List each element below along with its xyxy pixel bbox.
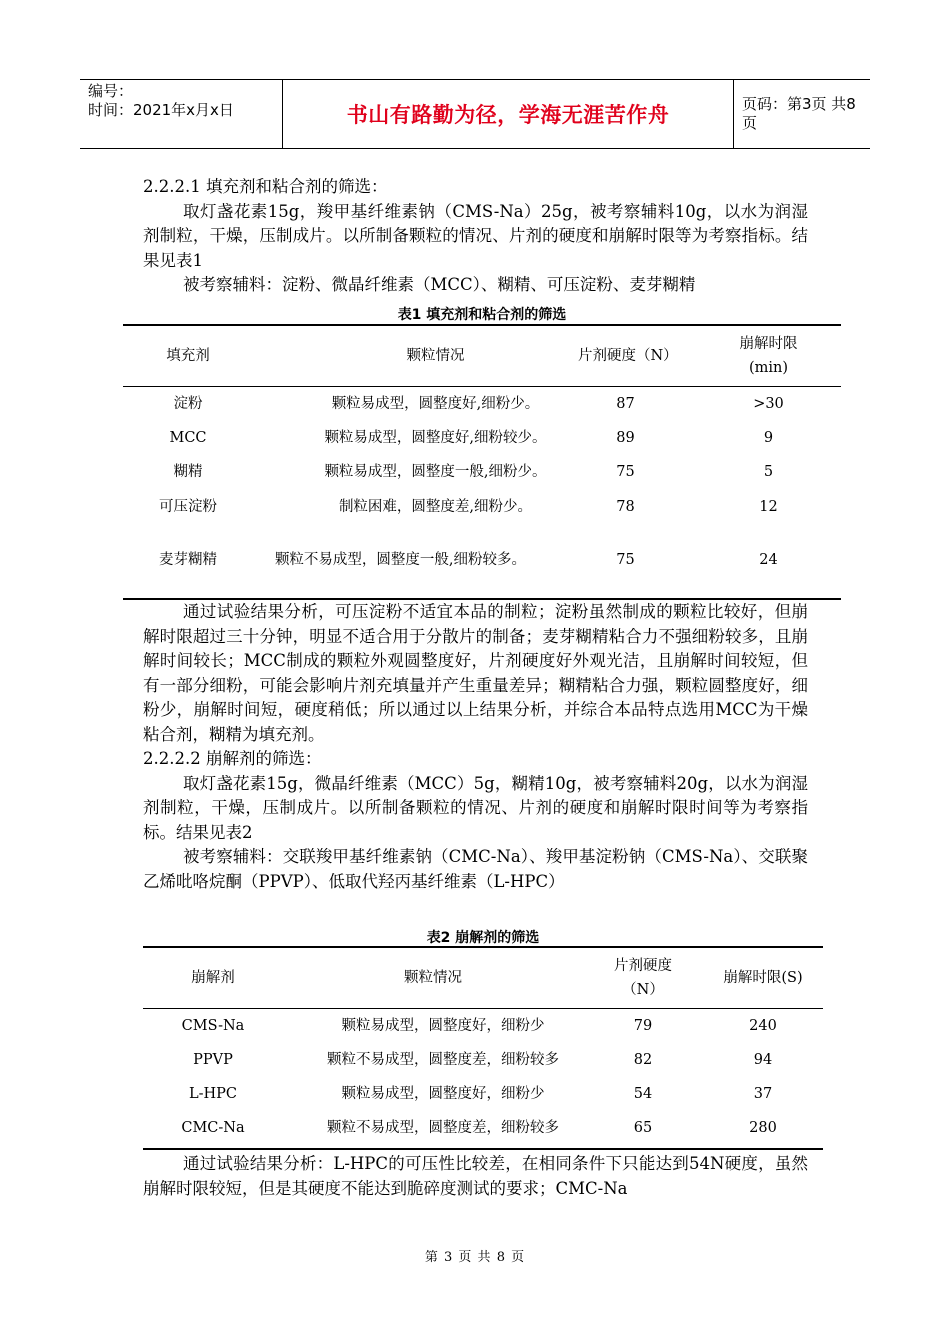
section1-para2: 被考察辅料：淀粉、微晶纤维素（MCC）、糊精、可压淀粉、麦芽糊精 xyxy=(183,275,696,294)
table1-header-cell: 崩解时限(min) xyxy=(739,336,798,376)
table-cell: 颗粒不易成型，圆整度差，细粉较多 xyxy=(327,1120,559,1136)
table-cell: 75 xyxy=(616,552,635,568)
table-cell: 79 xyxy=(633,1018,653,1034)
analysis1-paragraph: 通过试验结果分析，可压淀粉不适宜本品的制粒；淀粉虽然制成的颗粒比较好，但崩解时限超过三十分钟，明显不适合用于分散片的制备；麦芽糊精粘合力不强细粉较多，且崩解时间较长；MCC制成的颗粒外观圆整度好，片剂硬度好外观光洁，且崩解时间较短，但有一部分细粉，可能会影响片剂充填量并产生重量差异；糊精粘合力强，颗粒圆整度好，细粉少，崩解时间短，硬度稍低；所以通过以上结果分析，并综合本品特点选用MCC为干燥粘合剂，糊精为填充剂。 xyxy=(143,602,808,744)
table-cell: >30 xyxy=(753,396,784,412)
table-row xyxy=(143,1009,823,1043)
section2-heading: 2.2.2.2 崩解剂的筛选： xyxy=(143,749,322,768)
section1-para1: 取灯盏花素15g，羧甲基纤维素钠（CMS-Na）25g，被考察辅料10g，以水为润湿剂制粒，干燥，压制成片。以所制备颗粒的情况、片剂的硬度和崩解时限等为考察指标。结果见表1 xyxy=(143,201,808,270)
table-cell: CMC-Na xyxy=(181,1120,245,1136)
header-info-cell xyxy=(80,80,282,148)
table-cell: 麦芽糊精 xyxy=(159,552,217,568)
table-cell: 颗粒易成型，圆整度好，细粉少 xyxy=(341,1086,545,1102)
table-cell: 颗粒不易成型，圆整度一般,细粉较多。 xyxy=(274,552,527,568)
table-cell: 颗粒易成型，圆整度一般,细粉少。 xyxy=(324,464,547,480)
table-row xyxy=(123,387,841,421)
section2-para1: 取灯盏花素15g，微晶纤维素（MCC）5g，糊精10g，被考察辅料20g，以水为润湿剂制粒，干燥，压制成片。以所制备颗粒的情况、片剂的硬度和崩解时限时间等为考察指标。结果见表2 xyxy=(143,773,808,842)
table-cell: 颗粒不易成型，圆整度差，细粉较多 xyxy=(327,1052,559,1068)
page-footer: 第 3 页 共 8 页 xyxy=(424,1250,526,1265)
table-row xyxy=(123,421,841,455)
header-motto: 书山有路勤为径，学海无涯苦作舟 xyxy=(346,103,670,127)
table-cell: 颗粒易成型，圆整度好,细粉少。 xyxy=(331,396,540,412)
header-motto-cell xyxy=(282,80,734,148)
table-cell: 75 xyxy=(616,464,635,480)
table1-header-cell: 片剂硬度（N） xyxy=(578,348,678,364)
table-cell: MCC xyxy=(169,430,207,446)
table-cell: 240 xyxy=(749,1018,777,1034)
table-cell: 65 xyxy=(633,1120,653,1136)
document-time-label: 时间：2021年x月x日 xyxy=(88,101,234,119)
table-cell: 94 xyxy=(753,1052,773,1068)
analysis2-text xyxy=(143,1152,808,1201)
page-header xyxy=(80,79,870,149)
table-row xyxy=(123,489,841,525)
table-cell: 可压淀粉 xyxy=(159,499,217,515)
table-cell: 78 xyxy=(616,499,635,515)
table-cell: 颗粒易成型，圆整度好，细粉少 xyxy=(341,1018,545,1034)
table2 xyxy=(143,946,823,1150)
table1-header-cell: 颗粒情况 xyxy=(406,348,465,364)
table2-caption: 表2 崩解剂的筛选 xyxy=(426,930,540,946)
table-cell: 糊精 xyxy=(173,464,203,480)
header-page-info: 页码：第3页 共8页 xyxy=(742,95,856,132)
table-cell: CMS-Na xyxy=(181,1018,245,1034)
table2-header-row xyxy=(143,948,823,1009)
table1-caption: 表1 填充剂和粘合剂的筛选 xyxy=(397,307,567,323)
table-row xyxy=(123,455,841,489)
table2-header-cell: 片剂硬度（N） xyxy=(614,958,672,998)
table1 xyxy=(123,324,841,600)
table2-header-cell: 崩解剂 xyxy=(191,970,235,986)
table-cell: 5 xyxy=(763,464,774,480)
table-cell: 89 xyxy=(616,430,635,446)
table-cell: 82 xyxy=(633,1052,653,1068)
table1-header-cell: 填充剂 xyxy=(166,348,210,364)
table-cell: 54 xyxy=(633,1086,653,1102)
document-number-label: 编号： xyxy=(88,82,134,100)
table-row xyxy=(123,525,841,595)
table-cell: PPVP xyxy=(193,1052,233,1068)
table-cell: 87 xyxy=(616,396,635,412)
table-cell: 280 xyxy=(749,1120,777,1136)
section1-heading: 2.2.2.1 填充剂和粘合剂的筛选： xyxy=(143,177,388,196)
table1-header-row xyxy=(123,326,841,387)
analysis2-paragraph: 通过试验结果分析：L-HPC的可压性比较差，在相同条件下只能达到54N硬度，虽然崩解时限较短，但是其硬度不能达到脆碎度测试的要求；CMC-Na xyxy=(143,1154,808,1198)
table-cell: 24 xyxy=(759,552,778,568)
table-cell: 12 xyxy=(759,499,778,515)
table-cell: 淀粉 xyxy=(173,396,203,412)
header-page-cell xyxy=(732,80,870,148)
table2-header-cell: 崩解时限(S) xyxy=(723,970,803,986)
table-cell: 制粒困难，圆整度差,细粉少。 xyxy=(338,499,533,515)
table-cell: L-HPC xyxy=(188,1086,238,1102)
table-cell: 37 xyxy=(753,1086,773,1102)
analysis-and-section2 xyxy=(143,600,808,894)
section1-text xyxy=(143,175,808,298)
table-row xyxy=(143,1043,823,1077)
section2-para2: 被考察辅料：交联羧甲基纤维素钠（CMC-Na）、羧甲基淀粉钠（CMS-Na）、交联聚乙烯吡咯烷酮（PPVP）、低取代羟丙基纤维素（L-HPC） xyxy=(143,847,808,891)
table-cell: 9 xyxy=(763,430,774,446)
table-row xyxy=(143,1111,823,1145)
table2-header-cell: 颗粒情况 xyxy=(404,970,462,986)
table-row xyxy=(143,1077,823,1111)
table-cell: 颗粒易成型，圆整度好,细粉较少。 xyxy=(324,430,547,446)
